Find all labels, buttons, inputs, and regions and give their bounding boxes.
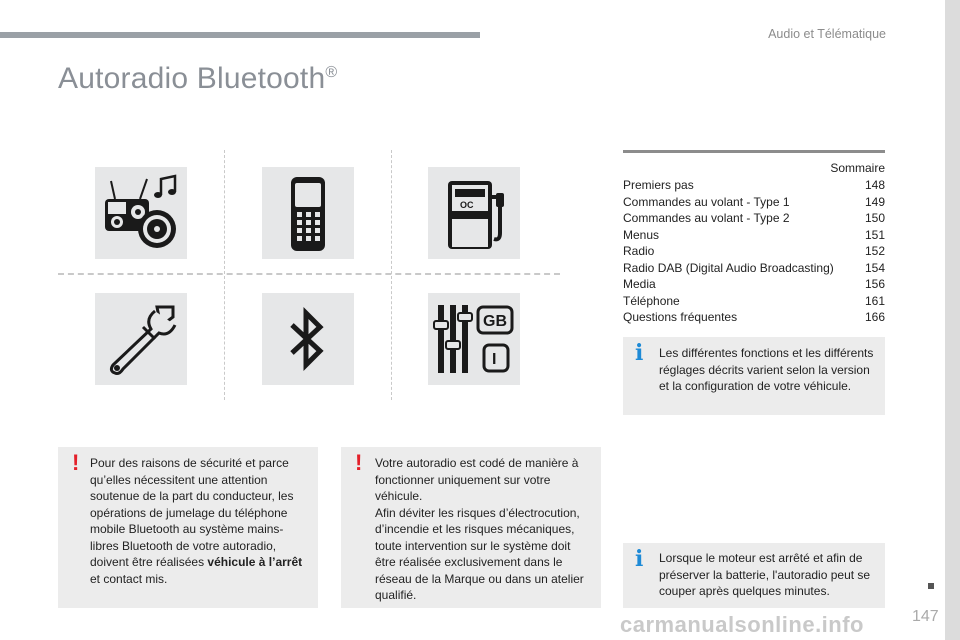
info-note-text: Les différentes fonctions et les différents réglages décrits varient selon la version et la configuration de votre véhicule. bbox=[659, 346, 874, 393]
toc-item[interactable] bbox=[623, 309, 885, 326]
warning-text-part1: Pour des raisons de sécurité et parce qu’elles nécessitent une attention soutenue de la part du conducteur, les opérations de jumelage du téléphone mobile Bluetooth au système mains-libres Bluetooth de votre autoradio, doivent être réalisées bbox=[90, 456, 294, 569]
info-icon: i bbox=[635, 546, 644, 572]
toc-item-label: Media bbox=[623, 277, 656, 291]
page-marker bbox=[928, 583, 934, 589]
fuel-label: OC bbox=[460, 200, 474, 210]
registered-mark: ® bbox=[325, 64, 338, 81]
warning-note-text: Votre autoradio est codé de manière à fonctionner uniquement sur votre véhicule. Afin déviter les risques d’électrocution, d’incendie et les risques mécaniques, toute intervention sur le système doit être réalisée exclusivement dans le réseau de la Marque ou dans un atelier qualifié. bbox=[375, 456, 584, 602]
toc-item-page: 151 bbox=[864, 227, 885, 242]
toc-item-page: 154 bbox=[864, 260, 885, 275]
page-title bbox=[58, 62, 337, 96]
table-of-contents bbox=[623, 150, 885, 326]
toc-item-label: Premiers pas bbox=[623, 178, 694, 192]
toc-item-page: 148 bbox=[864, 178, 885, 192]
watermark: carmanualsonline.info bbox=[620, 612, 864, 637]
toc-item-page: 161 bbox=[864, 293, 885, 308]
info-note-versions bbox=[623, 337, 885, 415]
toc-item[interactable] bbox=[623, 177, 885, 194]
toc-item[interactable] bbox=[623, 227, 885, 244]
info-note-battery bbox=[623, 543, 885, 608]
warning-text-part3: et contact mis. bbox=[90, 571, 168, 586]
toc-item[interactable] bbox=[623, 293, 885, 310]
fuel-pump-icon[interactable] bbox=[428, 167, 520, 259]
info-note-text: Lorsque le moteur est arrêté et afin de préserver la batterie, l'autoradio peut se couper après quelques minutes. bbox=[659, 551, 871, 598]
toc-item-label: Commandes au volant - Type 1 bbox=[623, 194, 790, 209]
grid-divider-h bbox=[58, 273, 560, 275]
warning-note-pairing bbox=[58, 447, 318, 608]
music-radio-icon[interactable] bbox=[95, 167, 187, 259]
language-settings-icon[interactable] bbox=[428, 293, 520, 385]
lang-gb-label: GB bbox=[483, 313, 507, 330]
toc-item-label: Commandes au volant - Type 2 bbox=[623, 211, 790, 225]
warning-icon: ! bbox=[355, 450, 363, 475]
toc-item-page: 166 bbox=[864, 310, 885, 324]
toc-rule bbox=[623, 150, 885, 153]
lang-i-label: I bbox=[492, 351, 497, 368]
title-text: Autoradio Bluetooth bbox=[58, 62, 326, 95]
toc-item[interactable] bbox=[623, 210, 885, 227]
warning-icon: ! bbox=[72, 450, 80, 475]
toc-item-page: 149 bbox=[864, 194, 885, 209]
toc-item-page: 150 bbox=[864, 211, 885, 225]
toc-heading: Sommaire bbox=[830, 161, 885, 175]
section-title: Audio et Télématique bbox=[768, 27, 886, 41]
warning-text-bold: véhicule à l’arrêt bbox=[207, 555, 303, 569]
grid-divider-v1 bbox=[224, 150, 225, 400]
mobile-phone-icon[interactable] bbox=[262, 167, 354, 259]
toc-item-label: Menus bbox=[623, 227, 660, 242]
header-bar bbox=[0, 32, 480, 38]
grid-divider-v2 bbox=[391, 150, 392, 400]
warning-note-text bbox=[90, 455, 308, 587]
toc-item-label: Radio DAB (Digital Audio Broadcasting) bbox=[623, 260, 834, 275]
page-number: 147 bbox=[912, 608, 939, 625]
toc-item[interactable] bbox=[623, 194, 885, 211]
warning-note-coded bbox=[341, 447, 601, 608]
toc-item-page: 152 bbox=[864, 244, 885, 258]
toc-item[interactable] bbox=[623, 243, 885, 260]
info-icon: i bbox=[635, 340, 644, 366]
toc-item-label: Téléphone bbox=[623, 293, 680, 308]
bluetooth-icon[interactable] bbox=[262, 293, 354, 385]
toc-item-label: Questions fréquentes bbox=[623, 310, 738, 324]
wrench-icon[interactable] bbox=[95, 293, 187, 385]
toc-item[interactable] bbox=[623, 276, 885, 293]
toc-item[interactable] bbox=[623, 260, 885, 277]
toc-item-page: 156 bbox=[864, 277, 885, 291]
toc-item-label: Radio bbox=[623, 244, 655, 258]
page-edge-strip bbox=[945, 0, 960, 640]
